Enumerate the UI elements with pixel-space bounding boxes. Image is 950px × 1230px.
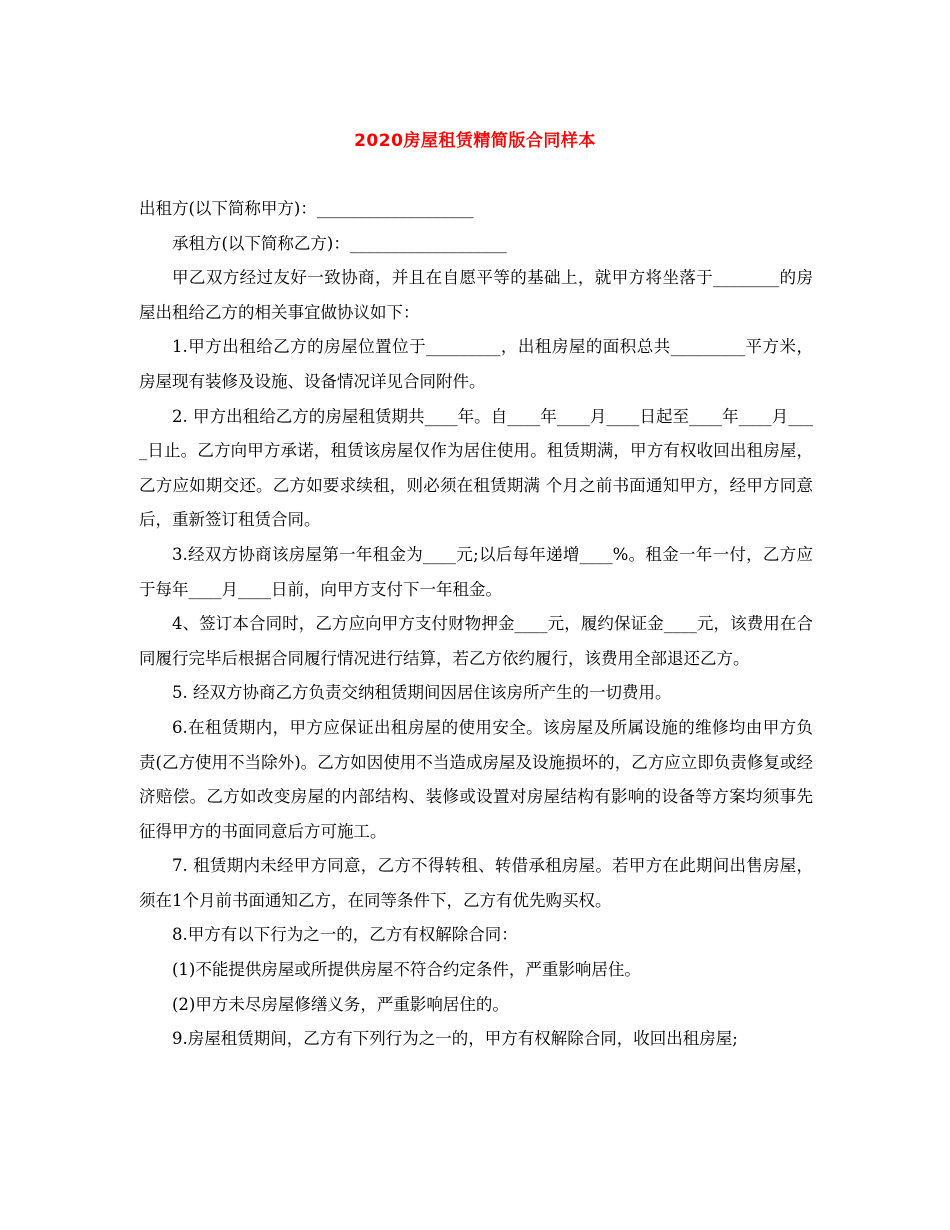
clause-3: 3.经双方协商该房屋第一年租金为____元;以后每年递增____%。租金一年一付，乙方应于每年____月____日前，向甲方支付下一年租金。 xyxy=(139,544,813,599)
clause-6: 6.在租赁期内，甲方应保证出租房屋的使用安全。该房屋及所属设施的维修均由甲方负责(乙方使用不当除外)。乙方如因使用不当造成房屋及设施损坏的，乙方应立即负责修复或经济赔偿。乙方如改变房屋的内部结构、装修或设置对房屋结构有影响的设备等方案均须事先征得甲方的书面同意后方可施工。 xyxy=(139,717,813,841)
clause-8-item-2: (2)甲方未尽房屋修缮义务，严重影响居住的。 xyxy=(172,994,509,1014)
lessee-line: 承租方(以下简称乙方)：___________________ xyxy=(172,233,507,253)
clause-2: 2. 甲方出租给乙方的房屋租赁期共____年。自____年____月____日起至____年____月____日止。乙方向甲方承诺，租赁该房屋仅作为居住使用。租赁期满，甲方有权收回出租房屋，乙方应如期交还。乙方如要求续租，则必须在租赁期满 个月之前书面通知甲方，经甲方同意后，重新签订租赁合同。 xyxy=(139,406,813,530)
clause-4: 4、签订本合同时，乙方应向甲方支付财物押金____元，履约保证金____元，该费用在合同履行完毕后根据合同履行情况进行结算，若乙方依约履行，该费用全部退还乙方。 xyxy=(139,614,813,668)
document-title: 2020房屋租赁精简版合同样本 xyxy=(354,131,596,151)
clause-9: 9.房屋租赁期间，乙方有下列行为之一的，甲方有权解除合同，收回出租房屋; xyxy=(172,1029,738,1049)
preamble-paragraph: 甲乙双方经过友好一致协商，并且在自愿平等的基础上，就甲方将坐落于________的房屋出租给乙方的相关事宜做协议如下： xyxy=(139,268,813,322)
clause-8-item-1: (1)不能提供房屋或所提供房屋不符合约定条件，严重影响居住。 xyxy=(172,960,641,980)
lessor-line: 出租方(以下简称甲方)：___________________ xyxy=(139,199,474,218)
clause-7: 7. 租赁期内未经甲方同意，乙方不得转租、转借承租房屋。若甲方在此期间出售房屋，须在1个月前书面通知乙方，在同等条件下，乙方有优先购买权。 xyxy=(139,856,813,910)
document-body xyxy=(139,192,813,1057)
clause-1: 1.甲方出租给乙方的房屋位置位于_________，出租房屋的面积总共_________平方米，房屋现有装修及设施、设备情况详见合同附件。 xyxy=(139,337,813,391)
clause-5: 5. 经双方协商乙方负责交纳租赁期间因居住该房所产生的一切费用。 xyxy=(172,683,672,703)
clause-8: 8.甲方有以下行为之一的，乙方有权解除合同： xyxy=(172,925,518,945)
